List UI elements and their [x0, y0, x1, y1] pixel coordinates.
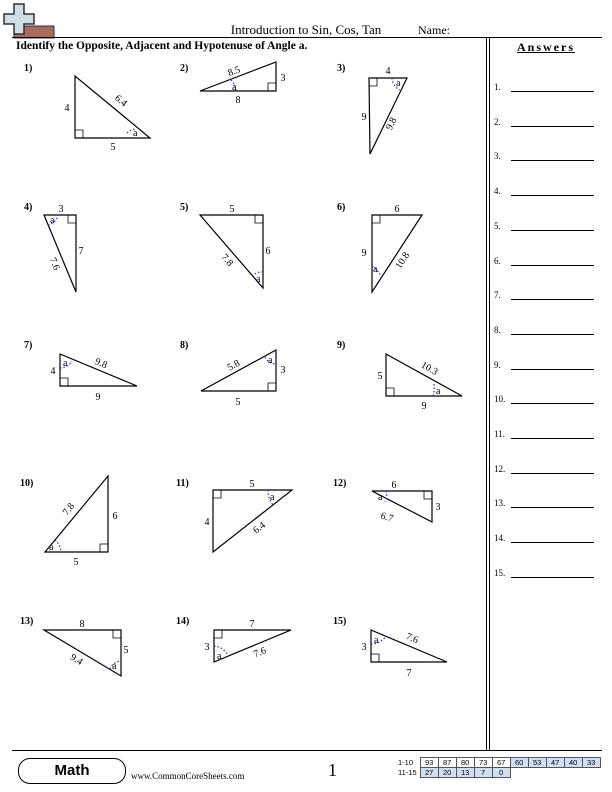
score-row [396, 758, 600, 768]
answer-number: 12. [494, 463, 506, 474]
angle-label: a [373, 264, 378, 275]
problem-number: 10) [20, 478, 34, 489]
answer-number: 5. [494, 220, 501, 231]
angle-label: a [50, 215, 55, 226]
triangle-4 [44, 215, 76, 292]
score-range: 1-10 [398, 758, 414, 767]
side-length: 3 [361, 642, 367, 653]
answer-line[interactable] [511, 507, 594, 508]
angle-label: a [232, 82, 237, 93]
right-angle-marker [386, 388, 394, 396]
side-length: 6 [391, 480, 397, 491]
answer-number: 11. [494, 429, 505, 439]
answer-row [494, 529, 594, 545]
right-angle-marker [113, 630, 121, 638]
side-length: 9.8 [93, 356, 109, 372]
right-angle-marker [424, 491, 432, 499]
side-length: 7 [249, 619, 255, 630]
right-angle-marker [68, 215, 76, 223]
angle-label: a [374, 635, 379, 646]
angle-label: a [436, 386, 441, 397]
side-length: 9.4 [68, 651, 85, 668]
score-cell: 87 [438, 758, 456, 768]
side-length: 3 [280, 73, 286, 84]
math-badge: Math [18, 758, 126, 784]
problem-number: 7) [24, 340, 33, 351]
answer-line[interactable] [511, 473, 594, 474]
side-length: 9 [421, 401, 427, 412]
answer-number: 9. [494, 359, 501, 370]
angle-label: a [112, 661, 117, 672]
side-length: 9 [95, 392, 101, 403]
score-cell: 53 [528, 758, 546, 768]
right-angle-marker [100, 544, 108, 552]
side-length: 9 [361, 112, 367, 123]
answer-line[interactable] [511, 334, 594, 335]
answer-row [494, 494, 594, 510]
angle-label: a [270, 492, 275, 503]
side-length: 8 [235, 95, 241, 106]
side-length: 8.5 [226, 64, 242, 79]
score-cell: 40 [564, 758, 582, 768]
score-cell: 0 [492, 768, 510, 778]
answer-row [494, 356, 594, 372]
angle-a-arc [55, 540, 61, 552]
score-table [396, 757, 601, 778]
side-length: 6.4 [251, 519, 268, 537]
triangle-6 [372, 215, 422, 292]
angle-label: a [133, 128, 138, 139]
right-angle-marker [75, 130, 83, 138]
angle-label: a [49, 542, 54, 553]
score-cell: 47 [546, 758, 564, 768]
problem-number: 6) [337, 202, 346, 213]
answer-row [494, 78, 594, 94]
right-angle-marker [371, 654, 379, 662]
side-length: 6 [112, 511, 118, 522]
problem-number: 9) [337, 340, 346, 351]
instructions: Identify the Opposite, Adjacent and Hypotenuse of Angle a. [16, 40, 308, 52]
page-title: Introduction to Sin, Cos, Tan [230, 22, 382, 37]
answer-line[interactable] [511, 369, 594, 370]
side-length: 4 [64, 103, 70, 114]
score-cell: 20 [438, 768, 456, 778]
answer-number: 8. [494, 324, 501, 335]
side-length: 5 [229, 204, 235, 215]
problem-number: 3) [337, 63, 346, 74]
triangle-11 [213, 490, 292, 552]
score-cell: 27 [420, 768, 438, 778]
triangle-5 [200, 215, 263, 288]
score-cell: 67 [492, 758, 510, 768]
side-length: 5 [235, 397, 241, 408]
side-length: 9 [361, 248, 367, 259]
side-length: 5 [110, 142, 116, 153]
problem-number: 14) [176, 616, 190, 627]
right-angle-marker [60, 378, 68, 386]
angle-label: a [268, 355, 273, 366]
name-label: Name: [418, 23, 450, 37]
side-length: 7.6 [404, 631, 420, 647]
answer-line[interactable] [511, 577, 594, 578]
side-length: 6 [265, 246, 271, 257]
angle-label: a [396, 78, 401, 89]
problem-number: 12) [333, 478, 347, 489]
answer-row [494, 147, 594, 163]
right-angle-marker [213, 490, 221, 498]
side-length: 7.8 [218, 252, 236, 269]
side-length: 4 [385, 66, 391, 77]
site-url: www.CommonCoreSheets.com [131, 771, 245, 781]
side-length: 6.4 [112, 92, 129, 110]
answer-number: 13. [494, 498, 506, 509]
angle-a-arc [433, 384, 434, 396]
side-length: 6 [394, 204, 400, 215]
side-length: 9.8 [384, 115, 400, 132]
answer-line[interactable] [511, 542, 594, 543]
side-length: 7.8 [60, 501, 78, 518]
side-length: 3 [280, 365, 286, 376]
answer-divider-left [486, 37, 487, 750]
score-cell: 80 [456, 758, 474, 768]
answer-row [494, 182, 594, 198]
side-length: 4 [50, 366, 56, 377]
problem-number: 2) [180, 63, 189, 74]
problem-number: 4) [24, 202, 33, 213]
angle-label: a [256, 274, 261, 285]
problem-number: 5) [180, 202, 189, 213]
answer-line[interactable] [511, 403, 594, 404]
answer-row [494, 286, 594, 302]
answer-row [494, 460, 594, 476]
side-length: 5 [123, 645, 129, 656]
angle-label: a [63, 358, 68, 369]
answer-number: 14. [494, 533, 506, 544]
answer-row [494, 390, 594, 406]
side-length: 7 [78, 246, 84, 257]
score-cell: 33 [582, 758, 600, 768]
angle-a-arc [385, 491, 387, 502]
side-length: 3 [58, 204, 64, 215]
side-length: 5 [73, 557, 79, 568]
answer-number: 1. [494, 82, 501, 92]
answer-line[interactable] [511, 265, 594, 266]
problem-number: 8) [180, 340, 189, 351]
triangle-1 [75, 76, 150, 138]
score-cell: 93 [420, 758, 438, 768]
right-angle-marker [255, 215, 263, 223]
answer-row [494, 425, 594, 441]
score-cell: 73 [474, 758, 492, 768]
footer-divider [12, 750, 602, 751]
side-length: 7.6 [46, 256, 62, 272]
answer-line[interactable] [511, 160, 594, 161]
answer-number: 3. [494, 151, 501, 162]
triangle-8 [201, 350, 276, 391]
side-length: 8 [79, 619, 85, 630]
answer-line[interactable] [511, 230, 594, 231]
answer-number: 15. [494, 567, 506, 578]
triangle-13 [44, 630, 121, 676]
answer-number: 6. [494, 255, 501, 266]
side-length: 5.8 [225, 357, 242, 374]
side-length: 4 [204, 517, 210, 528]
answer-line[interactable] [511, 299, 594, 300]
answer-row [494, 564, 594, 580]
side-length: 3 [435, 502, 441, 513]
answer-row [494, 321, 594, 337]
score-cell: 7 [474, 768, 492, 778]
triangle-10 [45, 476, 108, 552]
angle-label: a [378, 492, 383, 503]
answer-line[interactable] [511, 91, 594, 92]
answer-number: 4. [494, 186, 501, 197]
answer-number: 2. [494, 116, 501, 127]
answers-title: Answers [517, 40, 575, 54]
problem-number: 11) [176, 478, 189, 489]
side-length: 10.3 [418, 359, 440, 378]
side-length: 3 [204, 642, 210, 653]
right-angle-marker [372, 215, 380, 223]
score-row [396, 768, 600, 778]
side-length: 5 [249, 479, 255, 490]
answer-number: 10. [494, 394, 506, 405]
answer-row [494, 252, 594, 268]
answer-divider-right [489, 37, 490, 750]
right-angle-marker [369, 78, 377, 86]
triangle-14 [214, 630, 291, 662]
answer-row [494, 113, 594, 129]
score-cell: 13 [456, 768, 474, 778]
problem-number: 13) [20, 616, 34, 627]
side-length: 10.8 [393, 250, 413, 271]
answer-row [494, 217, 594, 233]
side-length: 7.6 [252, 645, 268, 661]
answer-line[interactable] [511, 438, 594, 439]
score-cell: 60 [510, 758, 528, 768]
triangle-3 [369, 78, 407, 154]
problem-number: 15) [333, 616, 347, 627]
right-angle-marker [268, 83, 276, 91]
answer-line[interactable] [511, 126, 594, 127]
score-range: 11-15 [398, 768, 417, 777]
side-length: 7 [406, 668, 412, 679]
right-angle-marker [214, 630, 222, 638]
problem-number: 1) [24, 63, 33, 74]
answer-line[interactable] [511, 195, 594, 196]
right-angle-marker [268, 383, 276, 391]
side-length: 6.7 [379, 510, 395, 525]
answer-number: 7. [494, 290, 501, 301]
angle-label: a [217, 651, 222, 662]
side-length: 5 [377, 371, 383, 382]
page-number: 1 [328, 760, 337, 780]
